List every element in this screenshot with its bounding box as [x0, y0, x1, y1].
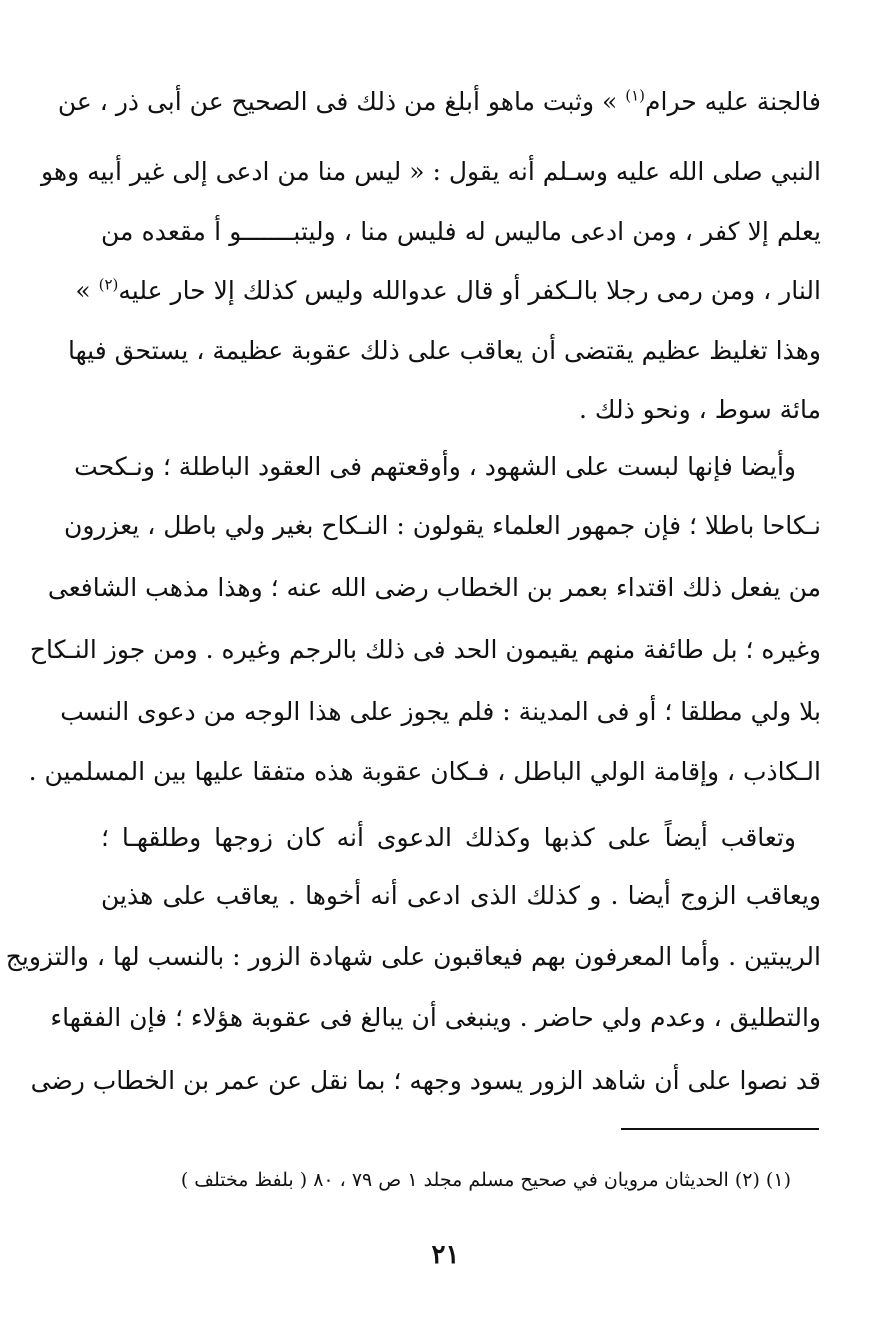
- text-line: [75, 271, 821, 311]
- text-segment: » وثبت ماهو أبلغ من ذلك فى الصحيح عن أبى ذر ، عن: [57, 87, 626, 116]
- text-line: بلا ولي مطلقا ؛ أو فى المدينة : فلم يجوز على هذا الوجه من دعوى النسب: [60, 697, 821, 726]
- text-segment: فالجنة عليه حرام: [645, 87, 821, 116]
- text-line: وأيضا فإنها لبست على الشهود ، وأوقعتهم فى العقود الباطلة ؛ ونـكحت: [74, 452, 796, 481]
- text-line: من يفعل ذلك اقتداء بعمر بن الخطاب رضى الله عنه ؛ وهذا مذهب الشافعى: [47, 573, 821, 602]
- text-line: الريبتين . وأما المعرفون بهم فيعاقبون على شهادة الزور : بالنسب لها ، والتزويج: [5, 942, 821, 971]
- text-line: والتطليق ، وعدم ولي حاضر . وينبغى أن يبالغ فى عقوبة هؤلاء ؛ فإن الفقهاء: [50, 1003, 821, 1032]
- text-line: وهذا تغليظ عظيم يقتضى أن يعاقب على ذلك عقوبة عظيمة ، يستحق فيها: [68, 336, 821, 365]
- text-line: وغيره ؛ بل طائفة منهم يقيمون الحد فى ذلك بالرجم وغيره . ومن جوز النـكاح: [29, 635, 821, 664]
- text-line: وتعاقب أيضاً على كذبها وكذلك الدعوى أنه كان زوجها وطلقهـا ؛: [101, 823, 796, 852]
- text-line: الـكاذب ، وإقامة الولي الباطل ، فـكان عقوبة هذه متفقا عليها بين المسلمين .: [28, 757, 821, 786]
- text-line: [57, 82, 821, 122]
- text-line: نـكاحا باطلا ؛ فإن جمهور العلماء يقولون : النـكاح بغير ولي باطل ، يعزرون: [64, 511, 821, 540]
- footnote-marker: (١): [625, 86, 646, 105]
- text-line: مائة سوط ، ونحو ذلك .: [578, 395, 821, 424]
- text-line: يعلم إلا كفر ، ومن ادعى ماليس له فليس منا ، وليتبـــــــو أ مقعده من: [101, 217, 821, 246]
- text-line: ويعاقب الزوج أيضا . و كذلك الذى ادعى أنه أخوها . يعاقب على هذين: [101, 881, 821, 910]
- footnote-divider: [621, 1128, 819, 1130]
- text-segment: »: [75, 276, 99, 305]
- footnote: (١) (٢) الحديثان مرويان في صحيح مسلم مجلد ١ ص ٧٩ ، ٨٠ ( بلفظ مختلف ): [180, 1169, 791, 1191]
- text-line: قد نصوا على أن شاهد الزور يسود وجهه ؛ بما نقل عن عمر بن الخطاب رضى: [30, 1066, 821, 1095]
- text-segment: النار ، ومن رمى رجلا بالـكفر أو قال عدوالله وليس كذلك إلا حار عليه: [118, 276, 821, 305]
- text-line: النبي صلى الله عليه وسـلم أنه يقول : « ليس منا من ادعى إلى غير أبيه وهو: [40, 157, 821, 186]
- footnote-marker: (٢): [98, 275, 119, 294]
- page-number: ٢١: [431, 1240, 460, 1270]
